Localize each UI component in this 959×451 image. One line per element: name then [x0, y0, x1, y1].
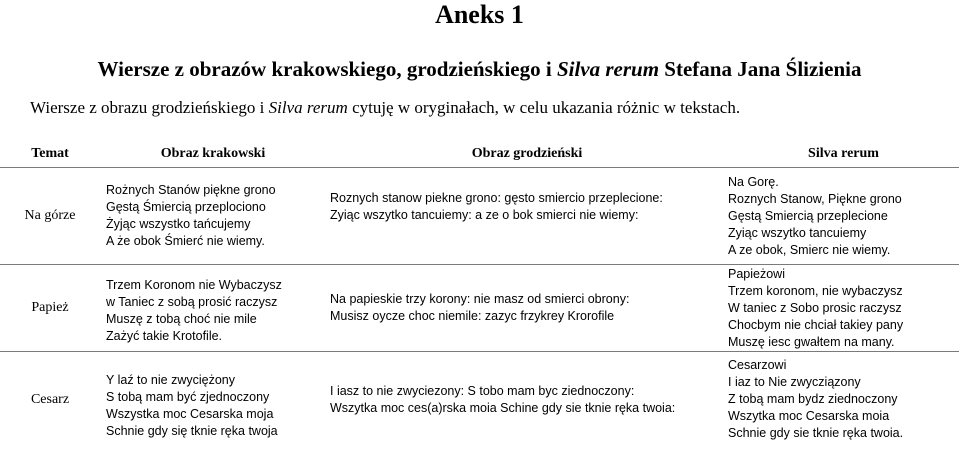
- comparison-table: [0, 140, 959, 447]
- row-topic: Na górze: [0, 168, 100, 265]
- grodno-cell: [326, 265, 728, 352]
- grodno-cell: [326, 352, 728, 448]
- krakow-cell: [100, 265, 326, 352]
- krakow-text: Y laź to nie zwyciężony S tobą mam być zjednoczony Wszystka moc Cesarska moja Schnie gdy się tknie ręka twoja: [106, 372, 278, 438]
- intro-part1: Wiersze z obrazu grodzieńskiego i: [30, 98, 269, 117]
- row-topic: Papież: [0, 265, 100, 352]
- krakow-cell: [100, 168, 326, 265]
- krakow-text: Rożnych Stanów piękne grono Gęstą Śmiercią przeplociono Żyjąc wszystko tańcujemy A że obok Śmierć nie wiemy.: [106, 183, 276, 248]
- table-row: [0, 265, 959, 352]
- grodno-text: Na papieskie trzy korony: nie masz od smierci obrony: Musisz oycze choc niemile: zazyc frzykrey Krorofile: [330, 292, 630, 323]
- row-topic: Cesarz: [0, 352, 100, 448]
- section-heading-italic: Silva rerum: [556, 57, 660, 81]
- silva-cell: [728, 352, 959, 448]
- column-header-silva: Silva rerum: [728, 140, 959, 168]
- page-title: Aneks 1: [435, 0, 524, 29]
- intro-italic: Silva rerum: [268, 98, 348, 117]
- silva-cell: [728, 168, 959, 265]
- table-row: [0, 352, 959, 448]
- silva-text: Na Gorę. Roznych Stanow, Piękne grono Gęstą Smiercią przeplecione Zyiąc wszytko tancuiemy A ze obok, Smierc nie wiemy.: [728, 174, 902, 257]
- silva-text: Cesarzowi I iaz to Nie zwycziązony Z tobą mam bydz ziednoczony Wszytka moc Cesarska moia Schnie gdy sie tknie ręka twoia.: [728, 358, 904, 440]
- grodno-text: I iasz to nie zwyciezony: S tobo mam byc ziednoczony: Wszytka moc ces(a)rska moia Schine gdy sie tknie ręka twoia:: [330, 383, 676, 415]
- silva-text: Papieżowi Trzem koronom, nie wybaczysz W taniec z Sobo prosic raczysz Chocbym nie chciał takiey pany Muszę iesc gwałtem na many.: [728, 266, 904, 349]
- table-row: [0, 168, 959, 265]
- silva-cell: [728, 265, 959, 352]
- grodno-cell: [326, 168, 728, 265]
- column-header-grodno: Obraz grodzieński: [326, 140, 728, 168]
- section-heading-part2: Stefana Jana Ślizienia: [659, 57, 862, 81]
- krakow-text: Trzem Koronom nie Wybaczysz w Taniec z sobą prosić raczysz Muszę z tobą choć nie mile Zażyć takie Krotofile.: [106, 278, 282, 343]
- column-header-topic: Temat: [0, 140, 100, 168]
- grodno-text: Roznych stanow piekne grono: gęsto smiercio przeplecione: Zyiąc wszytko tancuiemy: a ze o bok smierci nie wiemy:: [330, 191, 663, 222]
- intro-paragraph: [30, 97, 740, 119]
- krakow-cell: [100, 352, 326, 448]
- column-header-krakow: Obraz krakowski: [100, 140, 326, 168]
- intro-part2: cytuję w oryginałach, w celu ukazania różnic w tekstach.: [347, 98, 741, 117]
- section-heading: [0, 56, 959, 82]
- table-header-row: [0, 140, 959, 168]
- section-heading-part1: Wiersze z obrazów krakowskiego, grodzieńskiego i: [97, 57, 557, 81]
